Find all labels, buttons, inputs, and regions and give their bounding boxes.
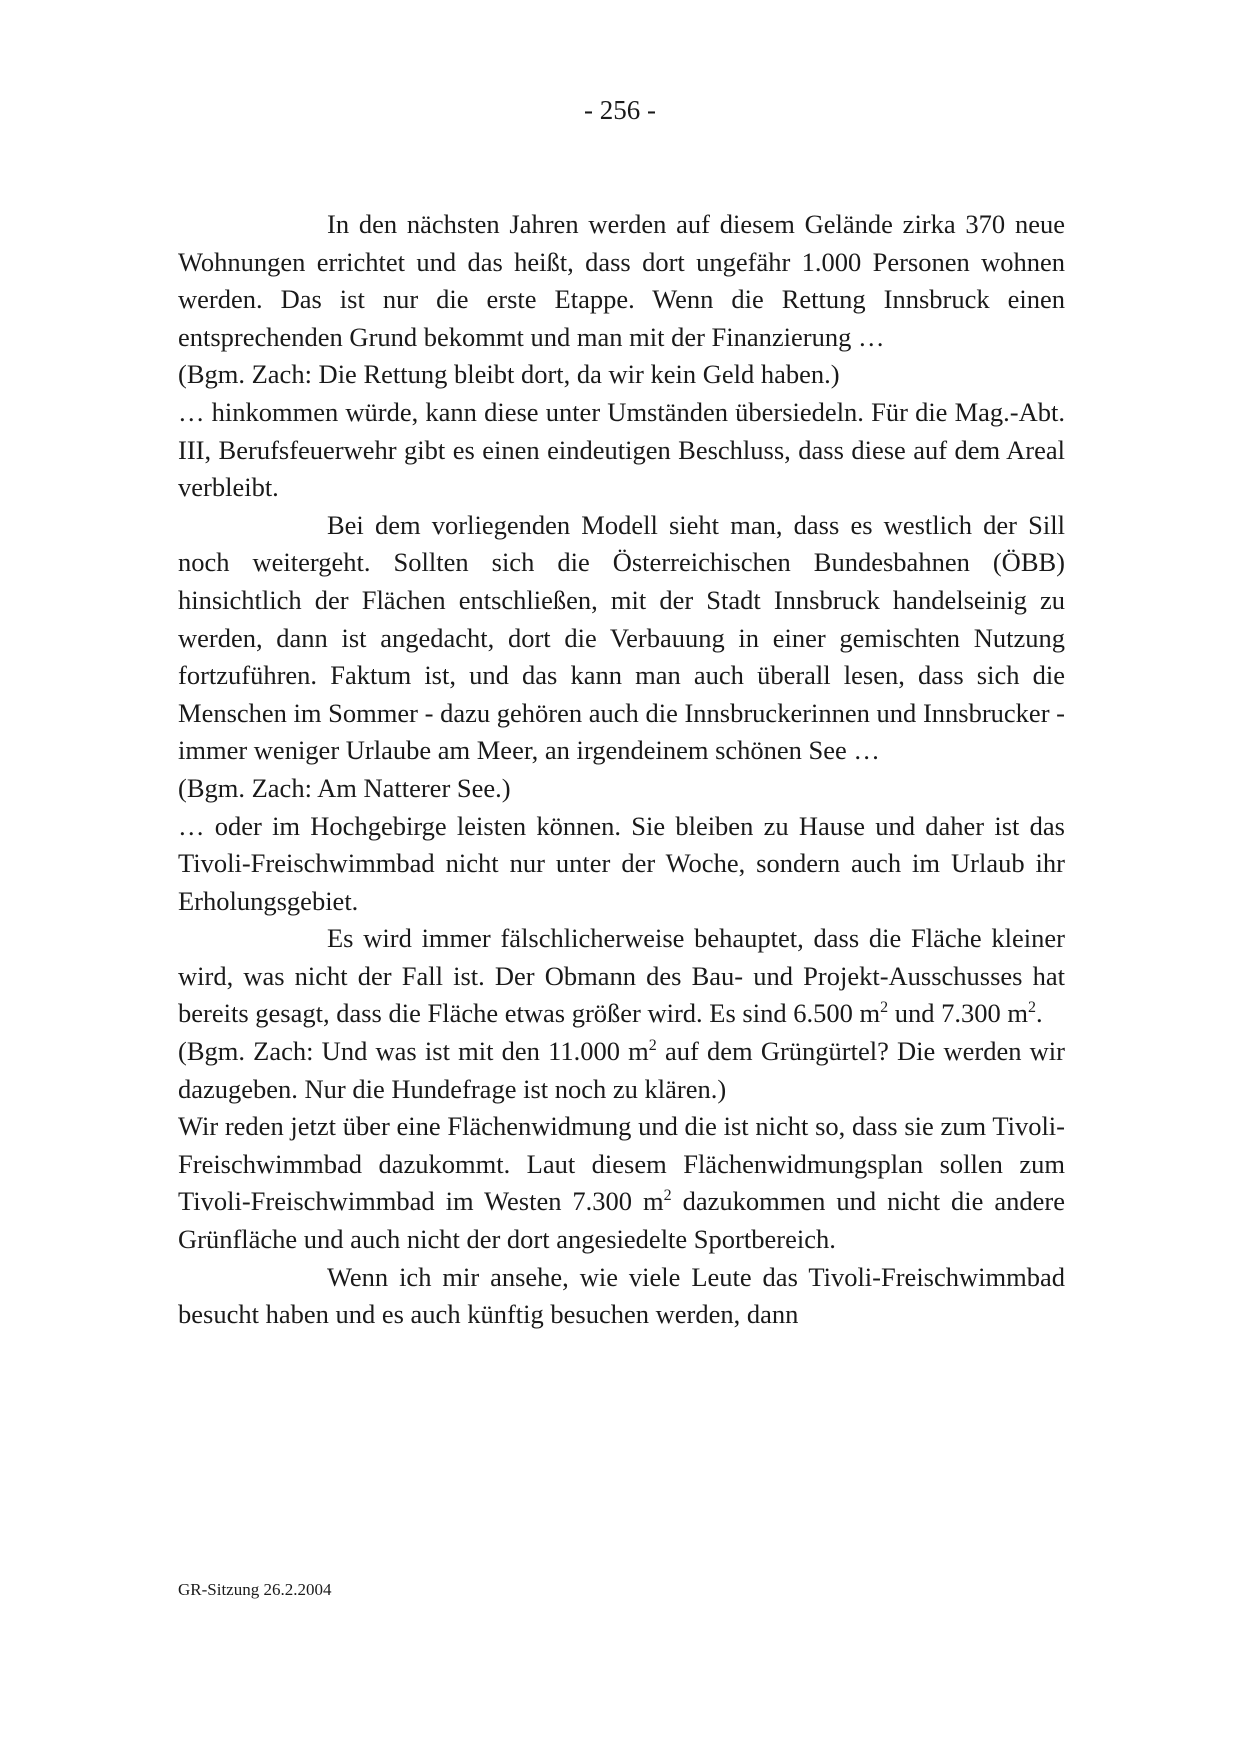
paragraph-4: … oder im Hochgebirge leisten können. Sie bleiben zu Hause und daher ist das Tivoli-Freischwimmbad nicht nur unter der Woche, sondern auch im Urlaub ihr Erholungsgebiet. (178, 810, 1065, 916)
superscript-2: 2 (663, 1187, 672, 1205)
superscript-2: 2 (1027, 999, 1036, 1017)
interjection-1: (Bgm. Zach: Die Rettung bleibt dort, da wir kein Geld haben.) (178, 359, 840, 390)
paragraph-5-text-b: und 7.300 m (888, 998, 1028, 1029)
superscript-2: 2 (648, 1037, 657, 1055)
paragraph-5 (178, 920, 1065, 1033)
paragraph-5-text-c: . (1035, 998, 1043, 1029)
page-number: - 256 - (584, 95, 656, 125)
paragraph-3: Bei dem vorliegenden Modell sieht man, dass es westlich der Sill noch weitergeht. Sollten sich die Österreichischen Bundesbahnen (ÖBB) hinsichtlich der Flächen entschließen, mit der Stadt Innsbruck handelseinig zu werden, dann ist angedacht, dort die Verbauung in einer gemischten Nutzung fortzuführen. Faktum ist, und das kann man auch überall lesen, dass sich die Menschen im Sommer - dazu gehören auch die Innsbruckerinnen und Innsbrucker - immer weniger Urlaube am Meer, an irgendeinem schönen See … (178, 509, 1065, 766)
footer-session-date: GR-Sitzung 26.2.2004 (178, 1580, 332, 1599)
paragraph-6-text-a: Wir reden jetzt über eine Flächenwidmung und die ist nicht so, dass sie zum Tivoli-Freischwimmbad dazukommt. Laut diesem Flächenwidmungsplan sollen zum Tivoli-Freischwimmbad im Westen 7.300 m (178, 1111, 1065, 1217)
document-body (178, 206, 1065, 1334)
interjection-3-text-b: auf dem Grüngürtel? Die werden wir dazugeben. Nur die Hundefrage ist noch zu klären.) (178, 1036, 1065, 1104)
paragraph-5-text-a: Es wird immer fälschlicherweise behauptet, dass die Fläche kleiner wird, was nicht der Fall ist. Der Obmann des Bau- und Projekt-Ausschusses hat bereits gesagt, dass die Fläche etwas größer wird. Es sind 6.500 m (178, 923, 1065, 1029)
interjection-3-text-a: (Bgm. Zach: Und was ist mit den 11.000 m (178, 1036, 649, 1067)
paragraph-1: In den nächsten Jahren werden auf diesem Gelände zirka 370 neue Wohnungen errichtet und das heißt, dass dort ungefähr 1.000 Personen wohnen werden. Das ist nur die erste Etappe. Wenn die Rettung Innsbruck einen entsprechenden Grund bekommt und man mit der Finanzierung … (178, 209, 1065, 352)
interjection-3 (178, 1033, 1065, 1108)
interjection-2: (Bgm. Zach: Am Natterer See.) (178, 772, 511, 803)
paragraph-6 (178, 1108, 1065, 1258)
paragraph-2: … hinkommen würde, kann diese unter Umständen übersiedeln. Für die Mag.-Abt. III, Berufsfeuerwehr gibt es einen eindeutigen Beschluss, dass diese auf dem Areal verbleibt. (178, 396, 1065, 503)
paragraph-7: Wenn ich mir ansehe, wie viele Leute das Tivoli-Freischwimmbad besucht haben und es auch künftig besuchen werden, dann (178, 1261, 1065, 1330)
paragraph-6-text-b: dazukommen und nicht die andere Grünfläche und auch nicht der dort angesiedelte Sportbereich. (178, 1186, 1065, 1255)
superscript-2: 2 (880, 999, 889, 1017)
